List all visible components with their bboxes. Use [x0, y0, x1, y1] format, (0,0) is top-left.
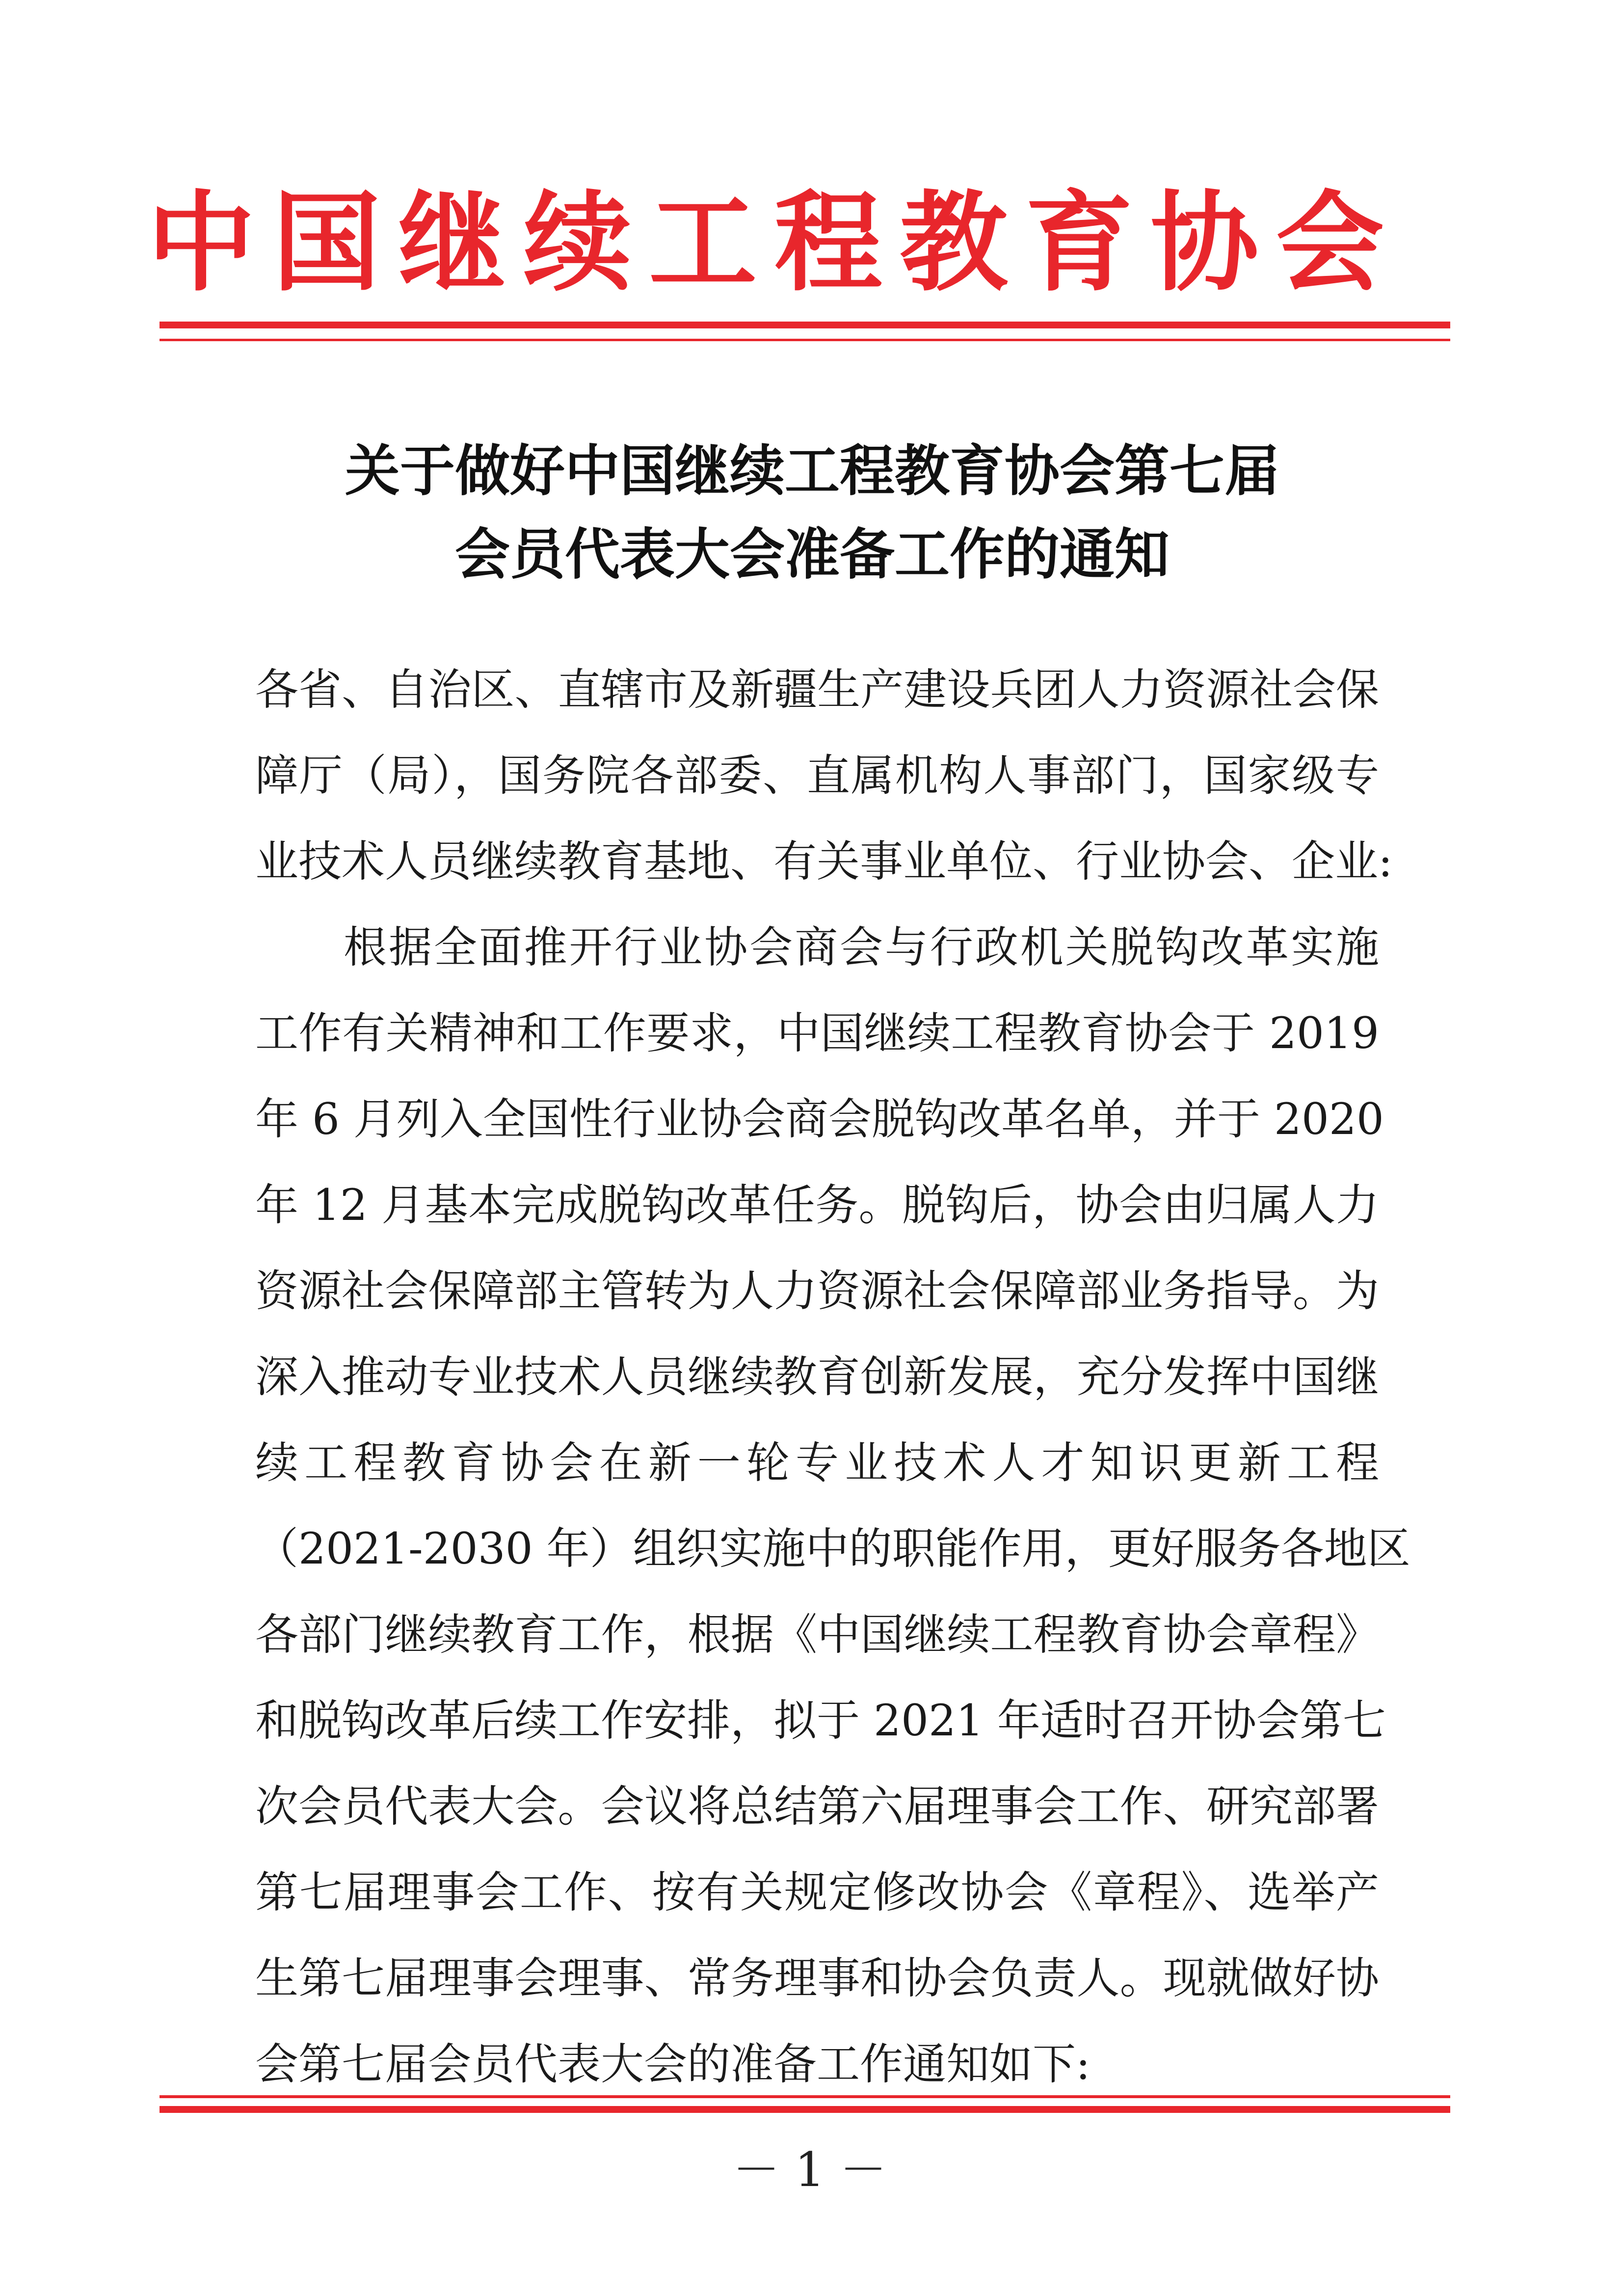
addressee-line: 各省、自治区、直辖市及新疆生产建设兵团人力资源社会保: [255, 664, 1379, 715]
page-number: － 1 －: [732, 2142, 887, 2197]
body-line: 生第七届理事会理事、常务理事和协会负责人。现就做好协: [255, 1953, 1379, 2003]
letterhead-char: 协: [1150, 180, 1259, 306]
body-line: 工作有关精神和工作要求，中国继续工程教育协会于 2019: [255, 1008, 1379, 1058]
footer-rule-thick: [160, 2106, 1450, 2113]
letterhead-org-name: [147, 162, 1384, 324]
letterhead-char: 续: [523, 180, 632, 306]
letterhead-char: 程: [774, 180, 882, 306]
body-line: 各部门继续教育工作，根据《中国继续工程教育协会章程》: [255, 1609, 1379, 1660]
letterhead-rule-thick: [160, 322, 1450, 328]
letterhead-char: 中: [147, 180, 256, 306]
body-line: 第七届理事会工作、按有关规定修改协会《章程》、选举产: [255, 1867, 1379, 1918]
body-line: 续工程教育协会在新一轮专业技术人才知识更新工程: [255, 1437, 1379, 1488]
notice-title-line-2: 会员代表大会准备工作的通知: [455, 522, 1170, 587]
body-line: 和脱钩改革后续工作安排，拟于 2021 年适时召开协会第七: [255, 1695, 1386, 1746]
body-line: 资源社会保障部主管转为人力资源社会保障部业务指导。为: [255, 1266, 1379, 1316]
addressee-line: 障厅（局），国务院各部委、直属机构人事部门，国家级专: [255, 750, 1379, 801]
body-line: 年 12 月基本完成脱钩改革任务。脱钩后，协会由归属人力: [255, 1180, 1379, 1230]
letterhead-char: 育: [1025, 180, 1133, 306]
letterhead-char: 工: [649, 180, 757, 306]
letterhead-char: 国: [272, 180, 381, 306]
footer-rule-thin: [160, 2095, 1450, 2098]
notice-title-line-1: 关于做好中国继续工程教育协会第七届: [345, 439, 1279, 503]
letterhead-char: 会: [1276, 180, 1384, 306]
body-line: 年 6 月列入全国性行业协会商会脱钩改革名单，并于 2020: [255, 1094, 1384, 1144]
letterhead-char: 继: [398, 180, 506, 306]
body-line: 会第七届会员代表大会的准备工作通知如下:: [255, 2039, 1091, 2089]
addressee-line: 业技术人员继续教育基地、有关事业单位、行业协会、企业:: [255, 836, 1393, 887]
body-line: 次会员代表大会。会议将总结第六届理事会工作、研究部署: [255, 1781, 1379, 1832]
letterhead-char: 教: [900, 180, 1008, 306]
body-line: （2021-2030 年）组织实施中的职能作用，更好服务各地区: [255, 1523, 1410, 1574]
letterhead-rule-thin: [160, 339, 1450, 341]
body-line: 深入推动专业技术人员继续教育创新发展，充分发挥中国继: [255, 1351, 1379, 1402]
body-line: 根据全面推开行业协会商会与行政机关脱钩改革实施: [344, 922, 1379, 972]
